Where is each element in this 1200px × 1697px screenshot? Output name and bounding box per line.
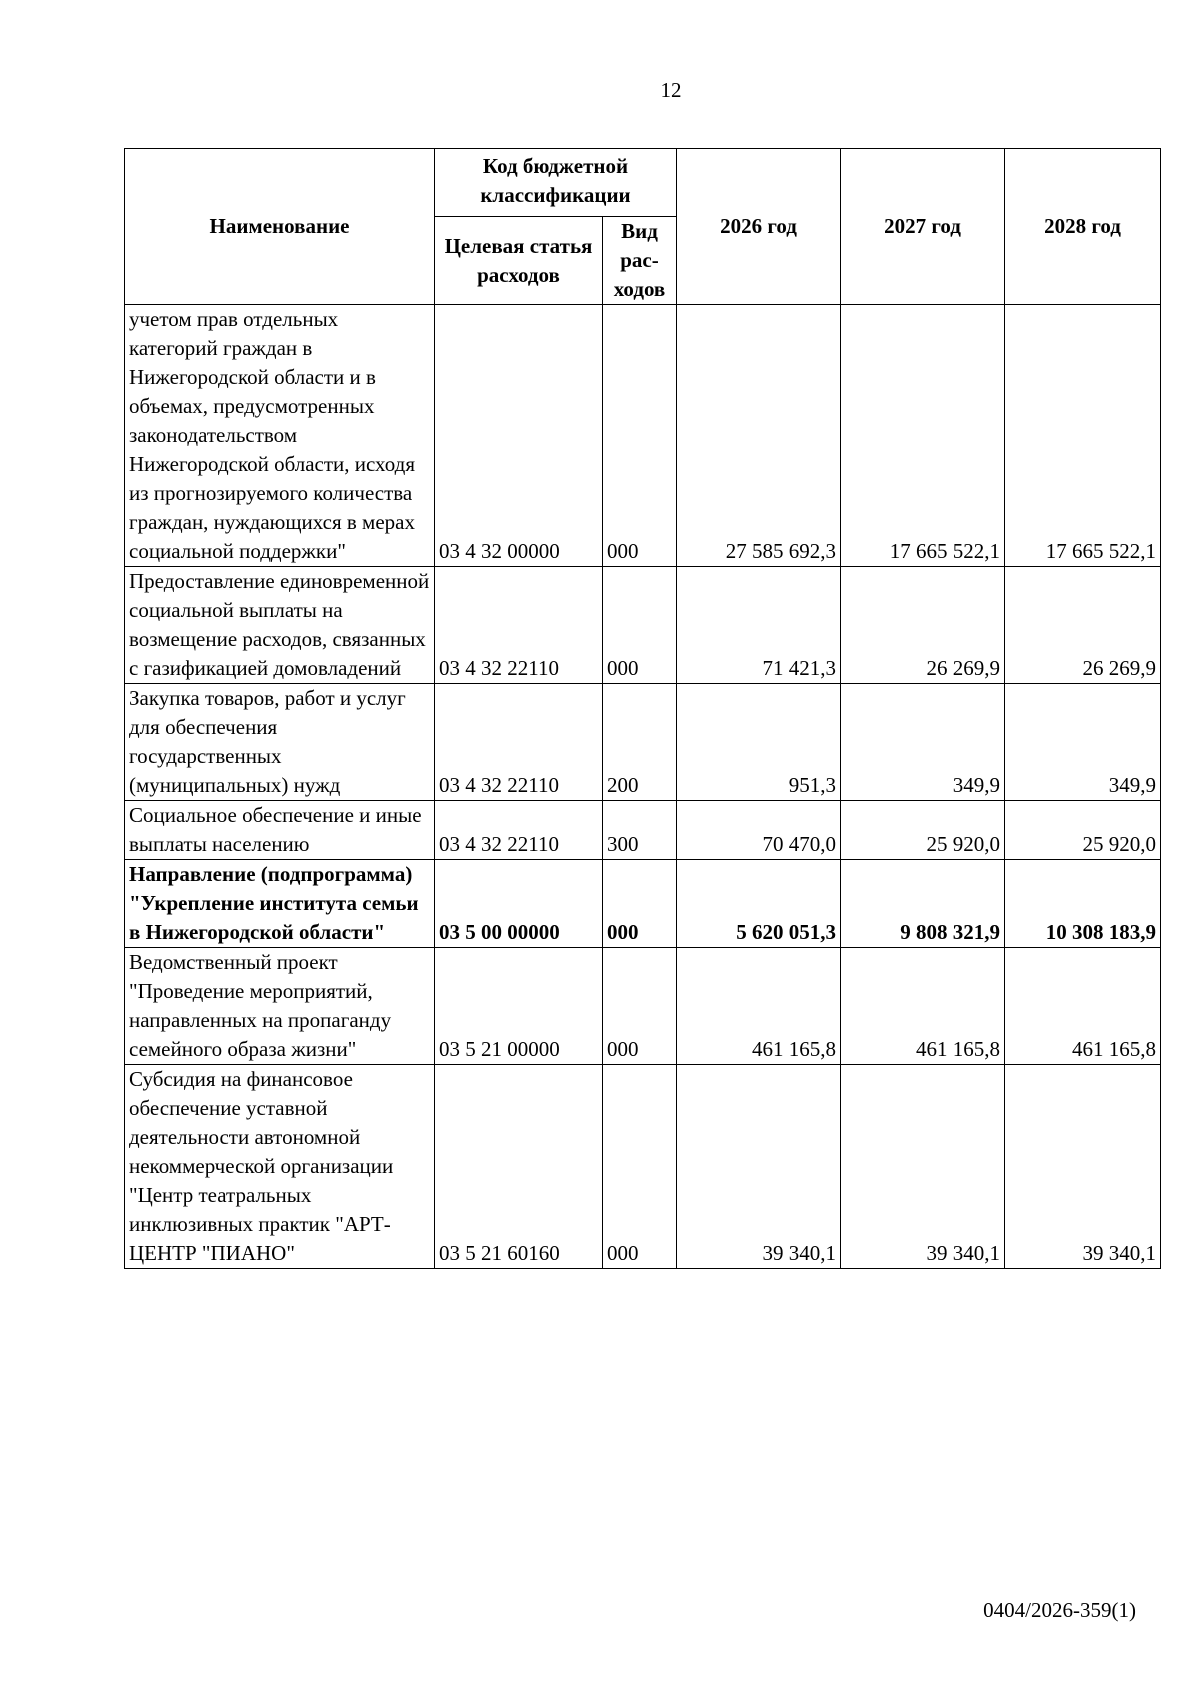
header-2026: 2026 год [677, 149, 841, 305]
row-code: 03 5 00 00000 [435, 860, 603, 948]
row-code: 03 4 32 22110 [435, 801, 603, 860]
row-2028: 39 340,1 [1005, 1065, 1161, 1269]
row-name: Субсидия на финансовое обеспечение уставной деятельности автономной некоммерческой организации "Центр театральных инклюзивных практик "АРТ-ЦЕНТР "ПИАНО" [125, 1065, 435, 1269]
header-expense-kind: Вид рас-ходов [603, 217, 677, 305]
table-row [125, 801, 1161, 860]
header-code-group: Код бюджетной классификации [435, 149, 677, 217]
row-kind: 000 [603, 1065, 677, 1269]
header-2028: 2028 год [1005, 149, 1161, 305]
row-kind: 000 [603, 948, 677, 1065]
page-number: 12 [660, 78, 682, 102]
row-kind: 000 [603, 567, 677, 684]
document-id: 0404/2026-359(1) [983, 1598, 1136, 1622]
row-2026: 71 421,3 [677, 567, 841, 684]
table-row [125, 948, 1161, 1065]
row-2027: 26 269,9 [841, 567, 1005, 684]
row-name: Социальное обеспечение и иные выплаты населению [125, 801, 435, 860]
row-2027: 25 920,0 [841, 801, 1005, 860]
row-code: 03 5 21 00000 [435, 948, 603, 1065]
table-row-subprogram [125, 860, 1161, 948]
row-name: учетом прав отдельных категорий граждан в Нижегородской области и в объемах, предусмотренных законодательством Нижегородской области, исходя из прогнозируемого количества граждан, нуждающихся в мерах социальной поддержки" [125, 305, 435, 567]
row-code: 03 5 21 60160 [435, 1065, 603, 1269]
row-name: Ведомственный проект "Проведение мероприятий, направленных на пропаганду семейного образа жизни" [125, 948, 435, 1065]
row-kind: 300 [603, 801, 677, 860]
row-2028: 17 665 522,1 [1005, 305, 1161, 567]
row-code: 03 4 32 00000 [435, 305, 603, 567]
budget-table [124, 148, 1161, 1269]
row-2028: 10 308 183,9 [1005, 860, 1161, 948]
row-2028: 25 920,0 [1005, 801, 1161, 860]
row-2028: 461 165,8 [1005, 948, 1161, 1065]
row-2026: 27 585 692,3 [677, 305, 841, 567]
row-2028: 26 269,9 [1005, 567, 1161, 684]
table-row [125, 567, 1161, 684]
row-name: Закупка товаров, работ и услуг для обеспечения государственных (муниципальных) нужд [125, 684, 435, 801]
row-2026: 5 620 051,3 [677, 860, 841, 948]
row-kind: 000 [603, 305, 677, 567]
row-2027: 39 340,1 [841, 1065, 1005, 1269]
row-2027: 461 165,8 [841, 948, 1005, 1065]
header-2027: 2027 год [841, 149, 1005, 305]
row-code: 03 4 32 22110 [435, 567, 603, 684]
row-kind: 000 [603, 860, 677, 948]
header-target-article: Целевая статья расходов [435, 217, 603, 305]
header-name: Наименование [125, 149, 435, 305]
row-2027: 17 665 522,1 [841, 305, 1005, 567]
row-2028: 349,9 [1005, 684, 1161, 801]
table-row [125, 684, 1161, 801]
header-row-top [125, 149, 1161, 217]
row-kind: 200 [603, 684, 677, 801]
row-2027: 349,9 [841, 684, 1005, 801]
row-name: Направление (подпрограмма) "Укрепление института семьи в Нижегородской области" [125, 860, 435, 948]
row-code: 03 4 32 22110 [435, 684, 603, 801]
row-2026: 70 470,0 [677, 801, 841, 860]
table-row [125, 1065, 1161, 1269]
row-2026: 951,3 [677, 684, 841, 801]
row-name: Предоставление единовременной социальной выплаты на возмещение расходов, связанных с газификацией домовладений [125, 567, 435, 684]
table-row [125, 305, 1161, 567]
row-2027: 9 808 321,9 [841, 860, 1005, 948]
row-2026: 39 340,1 [677, 1065, 841, 1269]
row-2026: 461 165,8 [677, 948, 841, 1065]
